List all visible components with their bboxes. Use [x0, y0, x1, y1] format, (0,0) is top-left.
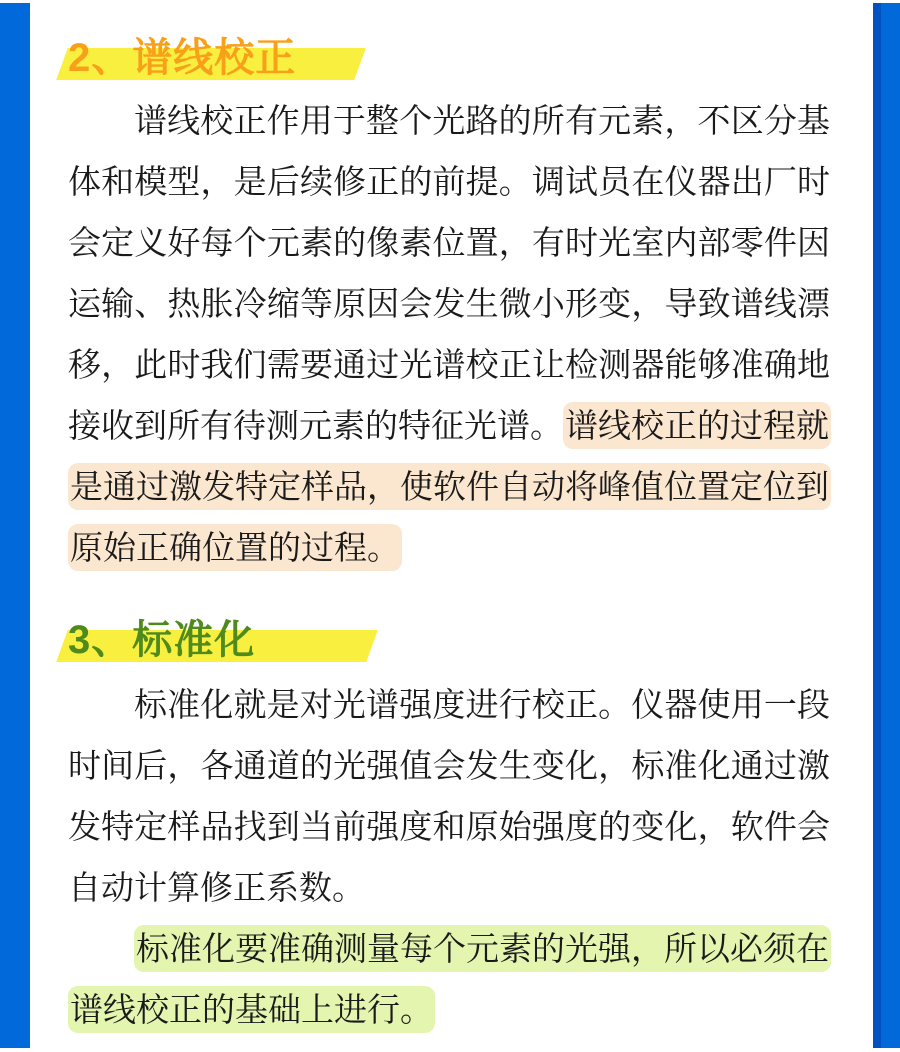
section-3-paragraph-1: [68, 674, 830, 918]
highlighted-text: 谱线校正的过程就是通过激发特定样品，使软件自动将峰值位置定位到原始正确位置的过程。: [68, 402, 831, 571]
section-3-title: 3、标准化: [68, 618, 256, 662]
section-2-paragraph: [68, 90, 830, 578]
text-run: 标准化就是对光谱强度进行校正。仪器使用一段时间后，各通道的光强值会发生变化，标准化通过激发特定样品找到当前强度和原始强度的变化，软件会自动计算修正系数。: [68, 686, 830, 906]
section-2-title: 2、谱线校正: [68, 36, 297, 80]
section-3-heading: [68, 618, 830, 662]
section-line-calibration: [68, 36, 830, 578]
section-3-paragraph-2: [68, 918, 830, 1040]
section-2-body: [68, 90, 830, 578]
section-standardization: [68, 618, 830, 1040]
highlighted-text: 标准化要准确测量每个元素的光强，所以必须在谱线校正的基础上进行。: [68, 925, 831, 1033]
section-2-heading: [68, 36, 830, 80]
section-3-body: [68, 674, 830, 1040]
text-run: 谱线校正作用于整个光路的所有元素，不区分基体和模型，是后续修正的前提。调试员在仪器出厂时会定义好每个元素的像素位置，有时光室内部零件因运输、热胀冷缩等原因会发生微小形变，导致谱线漂移，此时我们需要通过光谱校正让检测器能够准确地接收到所有待测元素的特征光谱。: [68, 102, 830, 444]
